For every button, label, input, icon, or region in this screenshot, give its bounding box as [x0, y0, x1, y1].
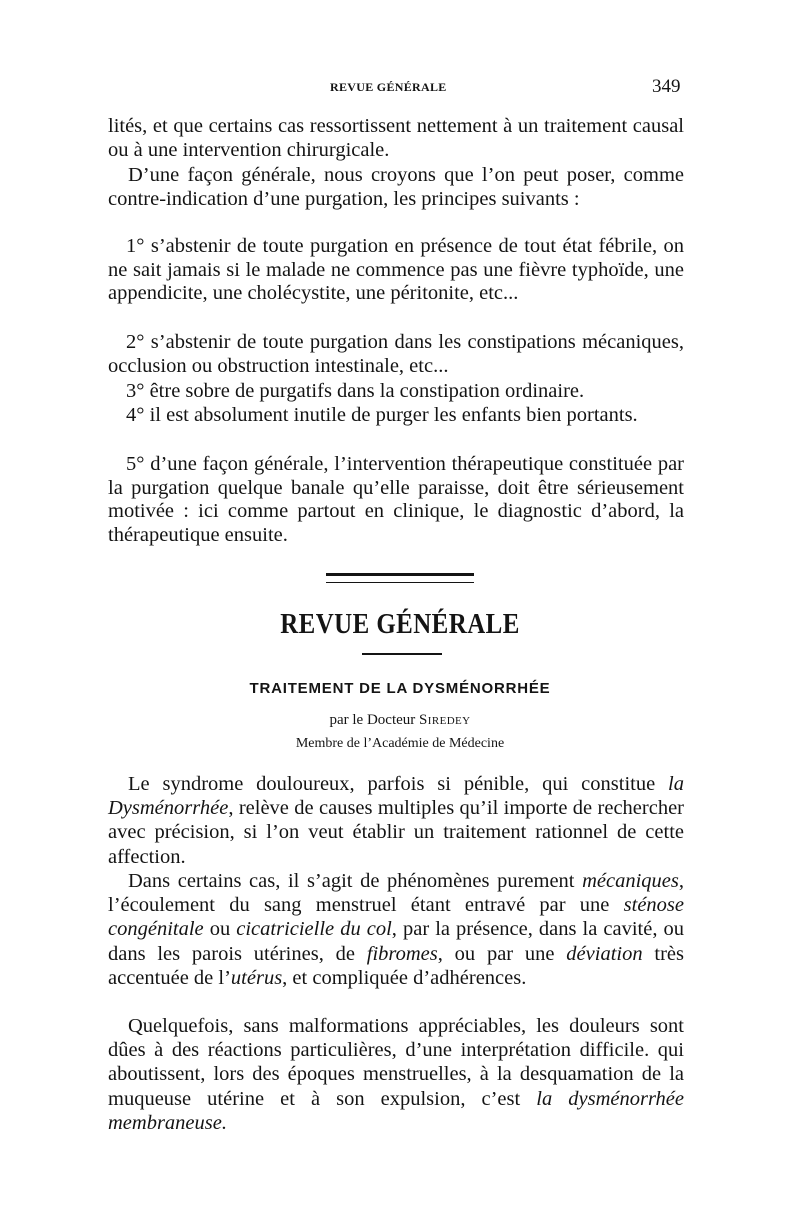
section-title: REVUE GÉNÉRALE	[280, 608, 520, 640]
page-number: 349	[652, 76, 681, 97]
principle-item-2: 2° s’abstenir de toute purgation dans les constipations mécaniques, occlusion ou obstruction intestinale, etc...	[108, 331, 684, 377]
byline	[0, 712, 800, 729]
emphasis-dysmenorrhee: la Dysménorrhée	[108, 773, 684, 820]
byline-prefix: par le Docteur	[329, 712, 416, 728]
author-affiliation: Membre de l’Académie de Médecine	[295, 736, 505, 751]
section-separator-ornament	[326, 573, 474, 583]
author-name: Siredey	[419, 712, 471, 728]
article-paragraph-2: Dans certains cas, il s’agit de phénomènes purement mécaniques, l’écoulement du sang menstruel étant entravé par une sténose congénitale ou cicatricielle du col, par la présence, dans la cavité, ou dans les parois utérines, de fibromes, ou par une déviation très accentuée de l’utérus, et compliquée d’adhérences.	[108, 870, 684, 989]
article-title: TRAITEMENT DE LA DYSMÉNORRHÉE	[249, 680, 551, 697]
title-rule	[362, 653, 442, 655]
principle-item-4: 4° il est absolument inutile de purger les enfants bien portants.	[126, 404, 638, 426]
running-head	[0, 76, 800, 100]
article-paragraph-3: Quelquefois, sans malformations appréciables, les douleurs sont dûes à des réactions particulières, d’une interprétation difficile. qui aboutissent, lors des époques menstruelles, à la desquamation de la muqueuse utérine et à son expulsion, c’est la dysménorrhée membraneuse.	[108, 1015, 684, 1134]
principle-item-3: 3° être sobre de purgatifs dans la constipation ordinaire.	[126, 380, 585, 402]
contraindication-intro: D’une façon générale, nous croyons que l’on peut poser, comme contre-indication d’une purgation, les principes suivants :	[108, 164, 684, 210]
principle-item-5: 5° d’une façon générale, l’intervention thérapeutique constituée par la purgation quelque banale qu’elle paraisse, doit être sérieusement motivée : ici comme partout en clinique, le diagnostic d’abord, la thérapeutique ensuite.	[108, 453, 684, 546]
emphasis-membraneuse: la dysménorrhée membraneuse.	[108, 1087, 684, 1134]
principle-item-1: 1° s’abstenir de toute purgation en présence de tout état fébrile, on ne sait jamais si le malade ne commence pas une fièvre typhoïde, une appendicite, une cholécystite, une péritonite, etc...	[108, 235, 684, 305]
running-head-title: REVUE GÉNÉRALE	[330, 80, 447, 94]
article-paragraph-1: Le syndrome douloureux, parfois si pénible, qui constitue la Dysménorrhée, relève de causes multiples qu’il importe de rechercher avec précision, si l’on veut établir un traitement rationnel de cette affection.	[108, 773, 684, 868]
continuation-paragraph: lités, et que certains cas ressortissent nettement à un traitement causal ou à une intervention chirurgicale.	[108, 115, 684, 161]
